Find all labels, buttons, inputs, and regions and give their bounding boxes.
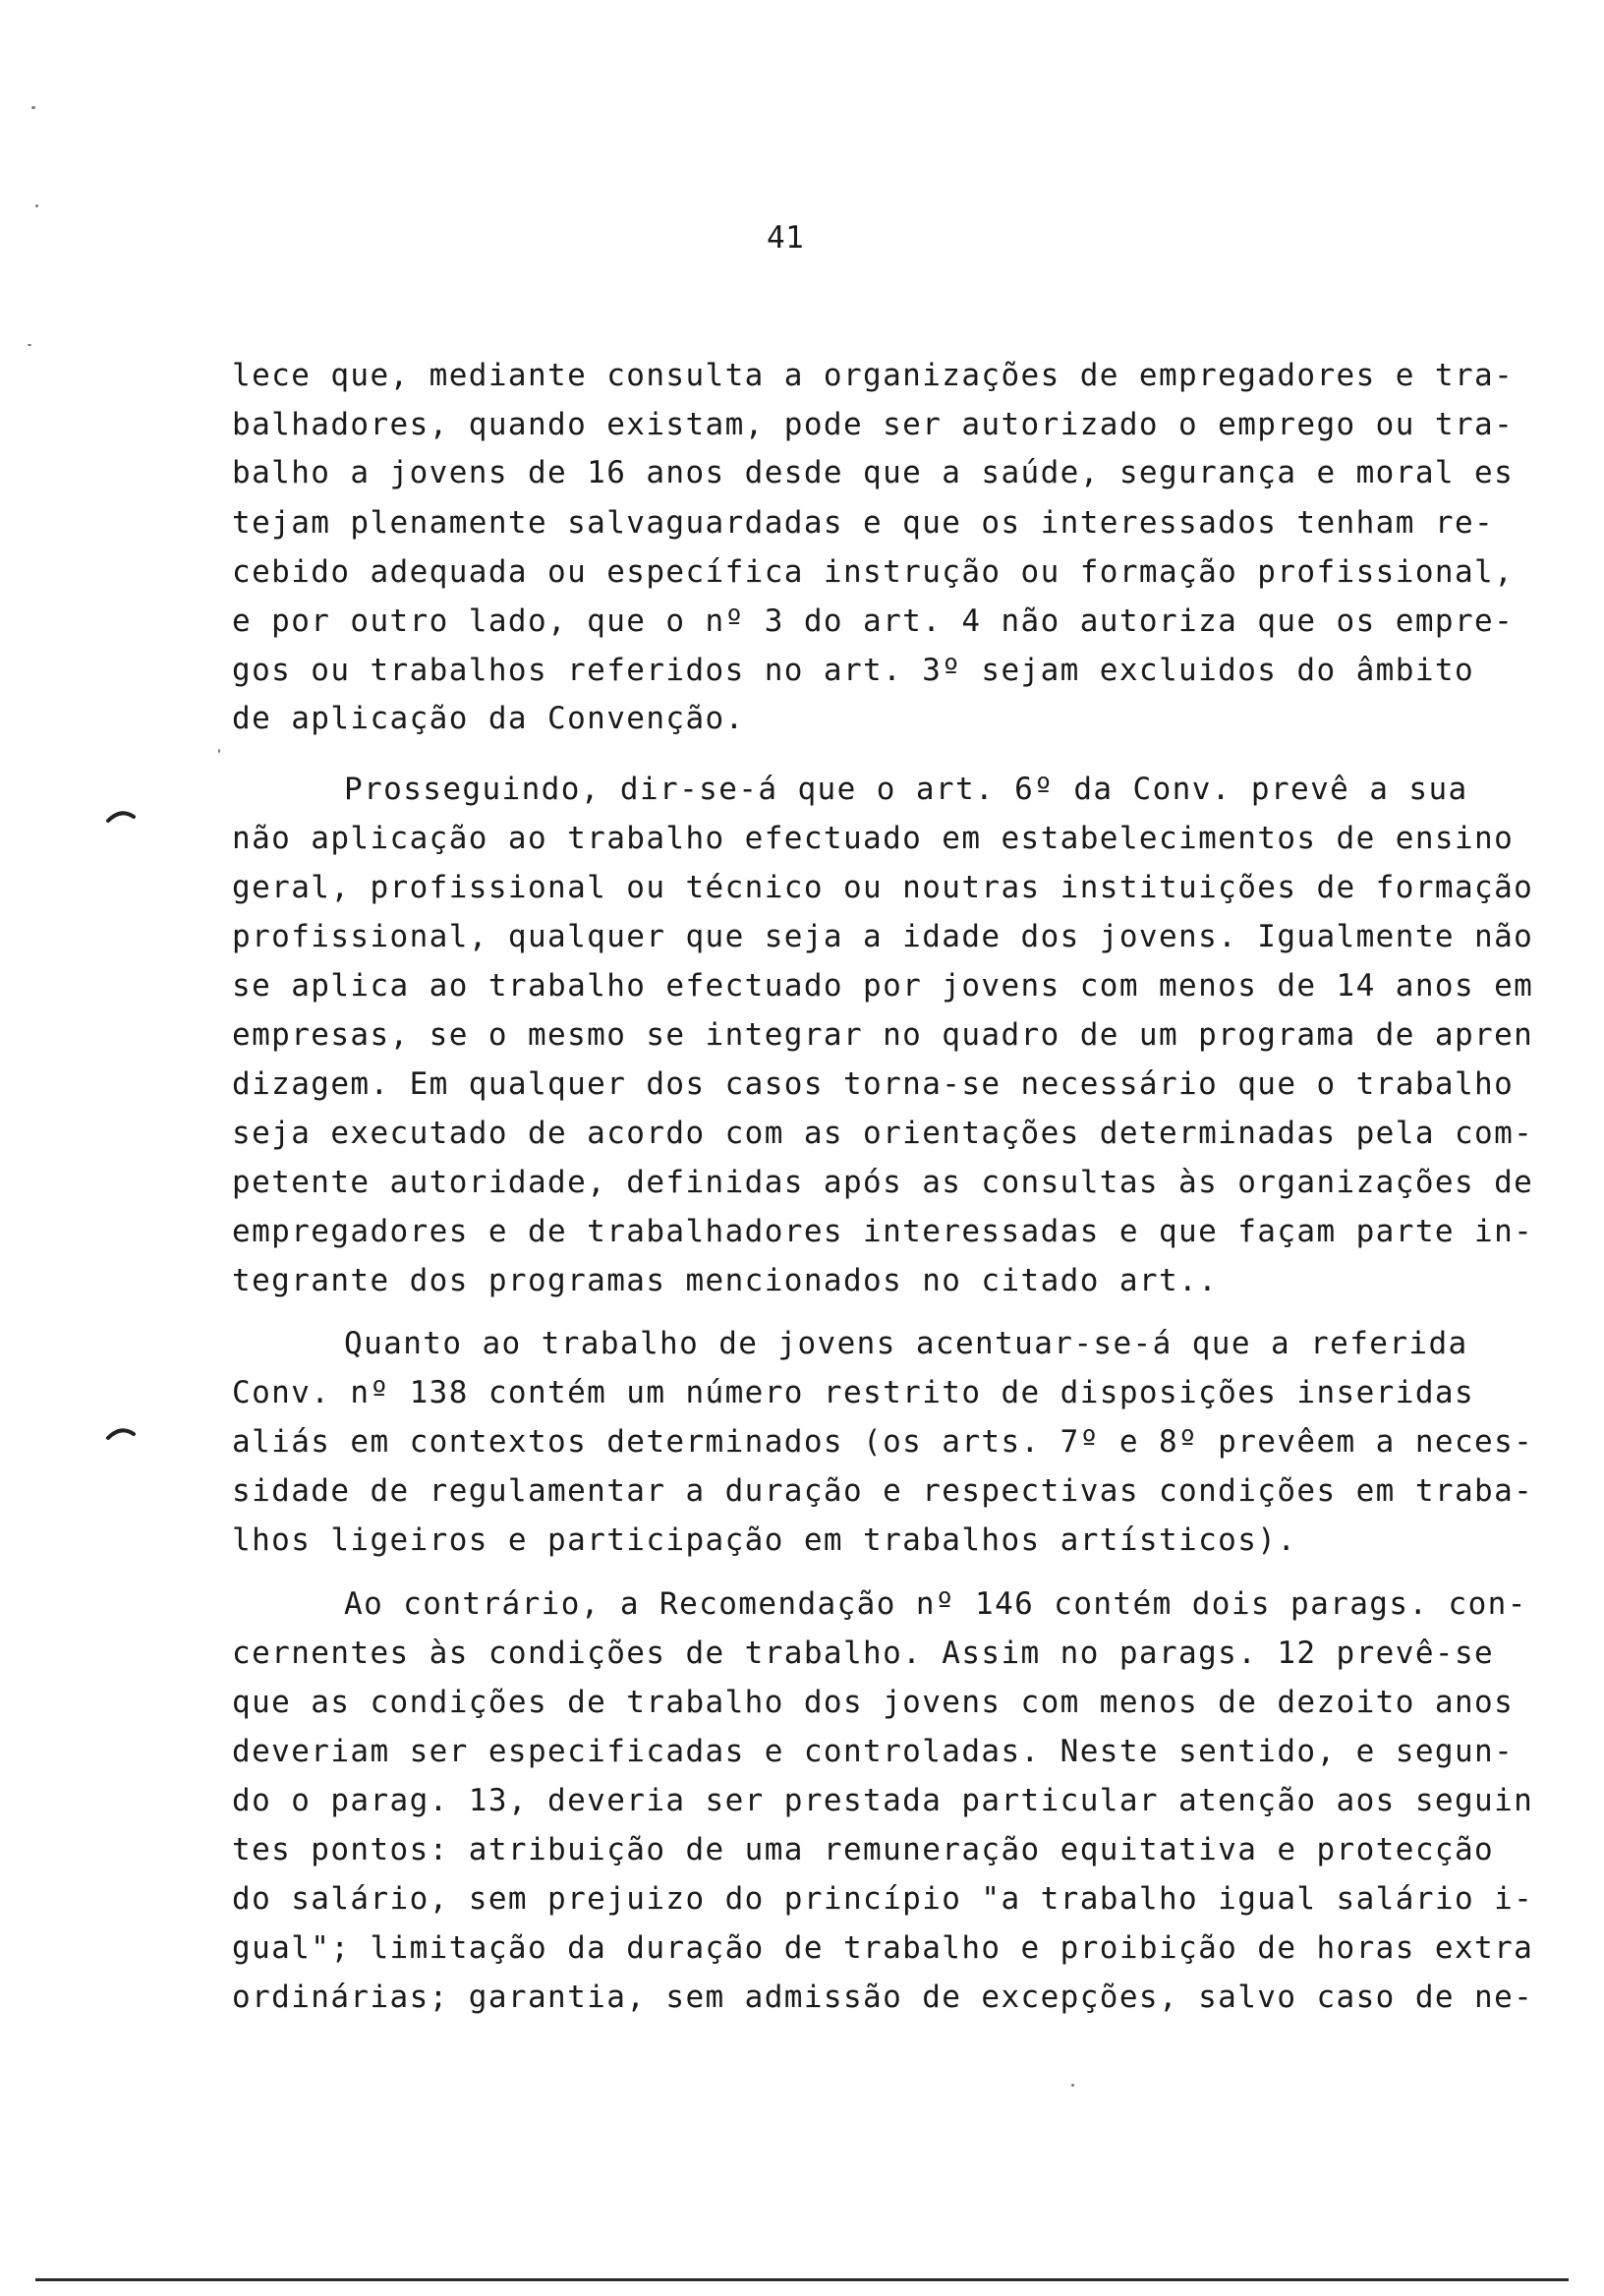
scan-speck xyxy=(35,204,38,207)
text-line: tegrante dos programas mencionados no citado art.. xyxy=(232,1263,1219,1298)
text-line: gual"; limitação da duração de trabalho e proibição de horas extra xyxy=(232,1930,1534,1966)
text-line: deveriam ser especificadas e controladas. Neste sentido, e segun- xyxy=(232,1734,1515,1769)
text-line: sidade de regulamentar a duração e respectivas condições em traba- xyxy=(232,1473,1534,1509)
page-bottom-rule xyxy=(35,2278,1569,2281)
text-line: do salário, sem prejuizo do princípio "a trabalho igual salário i- xyxy=(232,1881,1534,1917)
margin-mark xyxy=(106,1425,136,1441)
text-line: Quanto ao trabalho de jovens acentuar-se-á que a referida xyxy=(344,1326,1468,1361)
text-line: ordinárias; garantia, sem admissão de excepções, salvo caso de ne- xyxy=(232,1980,1534,2015)
text-line: do o parag. 13, deveria ser prestada particular atenção aos seguin xyxy=(232,1783,1534,1818)
text-line: aliás em contextos determinados (os arts. 7º e 8º prevêem a neces- xyxy=(232,1424,1534,1460)
text-line: lece que, mediante consulta a organizações de empregadores e tra- xyxy=(232,358,1515,393)
text-line: seja executado de acordo com as orientações determinadas pela com- xyxy=(232,1116,1534,1151)
text-line: balho a jovens de 16 anos desde que a saúde, segurança e moral es xyxy=(232,455,1515,490)
text-line: Prosseguindo, dir-se-á que o art. 6º da Conv. prevê a sua xyxy=(344,772,1468,807)
margin-mark xyxy=(106,808,136,824)
text-line: geral, profissional ou técnico ou noutras instituições de formação xyxy=(232,870,1534,905)
text-line: tejam plenamente salvaguardadas e que os interessados tenham re- xyxy=(232,505,1495,541)
text-line: tes pontos: atribuição de uma remuneração equitativa e protecção xyxy=(232,1832,1495,1867)
text-line: empresas, se o mesmo se integrar no quadro de um programa de apren xyxy=(232,1017,1534,1053)
text-line: cebido adequada ou específica instrução ou formação profissional, xyxy=(232,554,1515,590)
text-line: cernentes às condições de trabalho. Assim no parags. 12 prevê-se xyxy=(232,1636,1495,1671)
text-line: profissional, qualquer que seja a idade dos jovens. Igualmente não xyxy=(232,919,1534,954)
scan-speck xyxy=(1071,2084,1074,2087)
scan-speck xyxy=(218,749,220,753)
scan-speck xyxy=(31,106,35,109)
text-line: balhadores, quando existam, pode ser autorizado o emprego ou tra- xyxy=(232,407,1515,442)
text-line: gos ou trabalhos referidos no art. 3º sejam excluidos do âmbito xyxy=(232,653,1475,688)
text-line: Ao contrário, a Recomendação nº 146 contém dois parags. con- xyxy=(344,1586,1527,1622)
text-line: lhos ligeiros e participação em trabalhos artísticos). xyxy=(232,1522,1297,1558)
text-line: que as condições de trabalho dos jovens com menos de dezoito anos xyxy=(232,1685,1515,1720)
text-line: e por outro lado, que o nº 3 do art. 4 não autoriza que os empre- xyxy=(232,603,1515,639)
text-line: petente autoridade, definidas após as consultas às organizações de xyxy=(232,1165,1534,1200)
page-number: 41 xyxy=(767,220,805,256)
text-line: dizagem. Em qualquer dos casos torna-se necessário que o trabalho xyxy=(232,1066,1515,1102)
text-line: se aplica ao trabalho efectuado por jovens com menos de 14 anos em xyxy=(232,968,1534,1004)
text-line: Conv. nº 138 contém um número restrito de disposições inseridas xyxy=(232,1375,1475,1410)
text-line: de aplicação da Convenção. xyxy=(232,701,745,736)
text-line: não aplicação ao trabalho efectuado em estabelecimentos de ensino xyxy=(232,821,1515,856)
scan-speck xyxy=(28,344,31,346)
text-line: empregadores e de trabalhadores interessadas e que façam parte in- xyxy=(232,1214,1534,1249)
